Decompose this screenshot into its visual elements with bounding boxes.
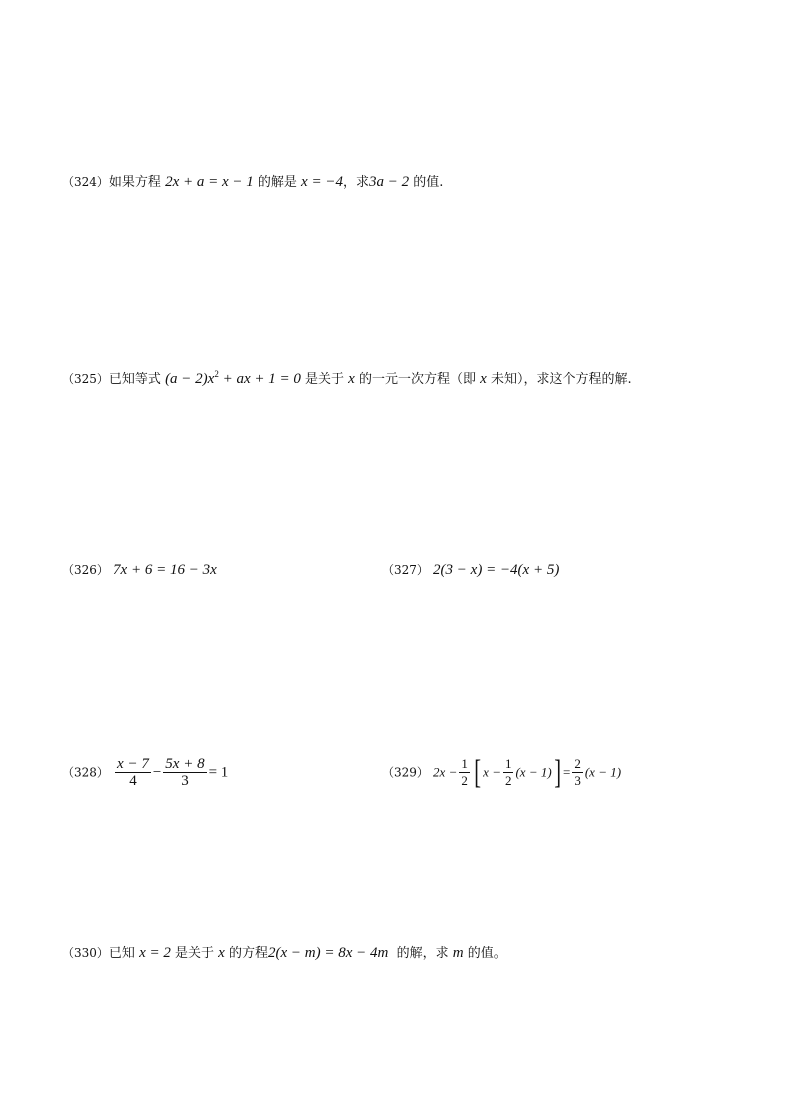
problem-number: （328） xyxy=(62,765,109,780)
equation-rhs: = 1 xyxy=(208,764,229,781)
equation: 2(3 − x) = −4(x + 5) xyxy=(433,562,560,578)
problem-text: 的解是 xyxy=(257,175,297,190)
fraction xyxy=(115,756,151,789)
expression: 3a − 2 xyxy=(368,174,410,190)
problem-text: 的解，求 xyxy=(396,946,449,961)
fraction-denominator: 2 xyxy=(461,773,468,788)
problem-number: （326） xyxy=(62,563,109,577)
problem-text: 的方程 xyxy=(228,946,268,961)
fraction xyxy=(163,756,206,789)
equation xyxy=(165,371,301,387)
fraction-numerator: 1 xyxy=(461,756,468,771)
expression: (x − 1) xyxy=(584,764,622,780)
problem-326 xyxy=(62,560,217,581)
equation-part: (a − 2)x xyxy=(165,371,215,387)
equation: x = 2 xyxy=(139,945,171,961)
variable: m xyxy=(452,945,464,961)
fraction xyxy=(503,756,514,789)
problem-329 xyxy=(382,753,622,791)
problem-number: （329） xyxy=(382,765,429,780)
problem-text: 的一元一次方程（即 xyxy=(358,372,476,387)
problem-text: 未知），求这个方程的解. xyxy=(490,372,632,387)
problem-number: （327） xyxy=(382,563,429,577)
problem-number: （325） xyxy=(62,372,109,386)
fraction xyxy=(459,756,470,789)
fraction xyxy=(572,756,583,789)
fraction-denominator: 2 xyxy=(504,773,512,788)
equation: x = −4 xyxy=(301,174,343,190)
problem-text: ，求 xyxy=(342,175,369,190)
problem-text: 已知等式 xyxy=(108,372,161,387)
operator: = xyxy=(563,764,571,780)
problem-text: 已知 xyxy=(108,946,135,961)
problem-328 xyxy=(62,756,228,789)
problem-330 xyxy=(62,943,507,964)
expression: (x − 1) xyxy=(515,764,552,780)
equation: 7x + 6 = 16 − 3x xyxy=(113,562,217,578)
operator: − xyxy=(152,764,162,781)
problem-text: 是关于 xyxy=(174,946,214,961)
right-bracket: ] xyxy=(553,753,561,791)
fraction-numerator: x − 7 xyxy=(117,756,149,772)
variable: x xyxy=(218,945,225,961)
problem-number: （330） xyxy=(62,946,109,960)
equation-part: + ax + 1 = 0 xyxy=(218,371,301,387)
problem-327 xyxy=(382,560,559,581)
fraction-numerator: 1 xyxy=(504,756,512,771)
problem-text: 是关于 xyxy=(305,372,345,387)
problem-text: 的值。 xyxy=(467,946,507,961)
fraction-denominator: 3 xyxy=(574,773,581,788)
expression: x − xyxy=(483,764,501,780)
equation: 2(x − m) = 8x − 4m xyxy=(267,945,389,961)
problem-text: 如果方程 xyxy=(108,175,161,190)
fraction-denominator: 4 xyxy=(129,773,137,789)
problem-number: （324） xyxy=(62,175,109,189)
expression: 2x − xyxy=(433,764,458,780)
variable: x xyxy=(480,371,487,387)
problem-324 xyxy=(62,172,443,193)
exponent: 2 xyxy=(214,369,219,379)
fraction-numerator: 5x + 8 xyxy=(165,756,205,772)
problem-text: 的值. xyxy=(413,175,444,190)
fraction-numerator: 2 xyxy=(574,756,581,771)
equation: 2x + a = x − 1 xyxy=(165,174,254,190)
variable: x xyxy=(348,371,355,387)
problem-325 xyxy=(62,364,632,390)
fraction-denominator: 3 xyxy=(181,773,189,789)
left-bracket: [ xyxy=(474,753,481,791)
